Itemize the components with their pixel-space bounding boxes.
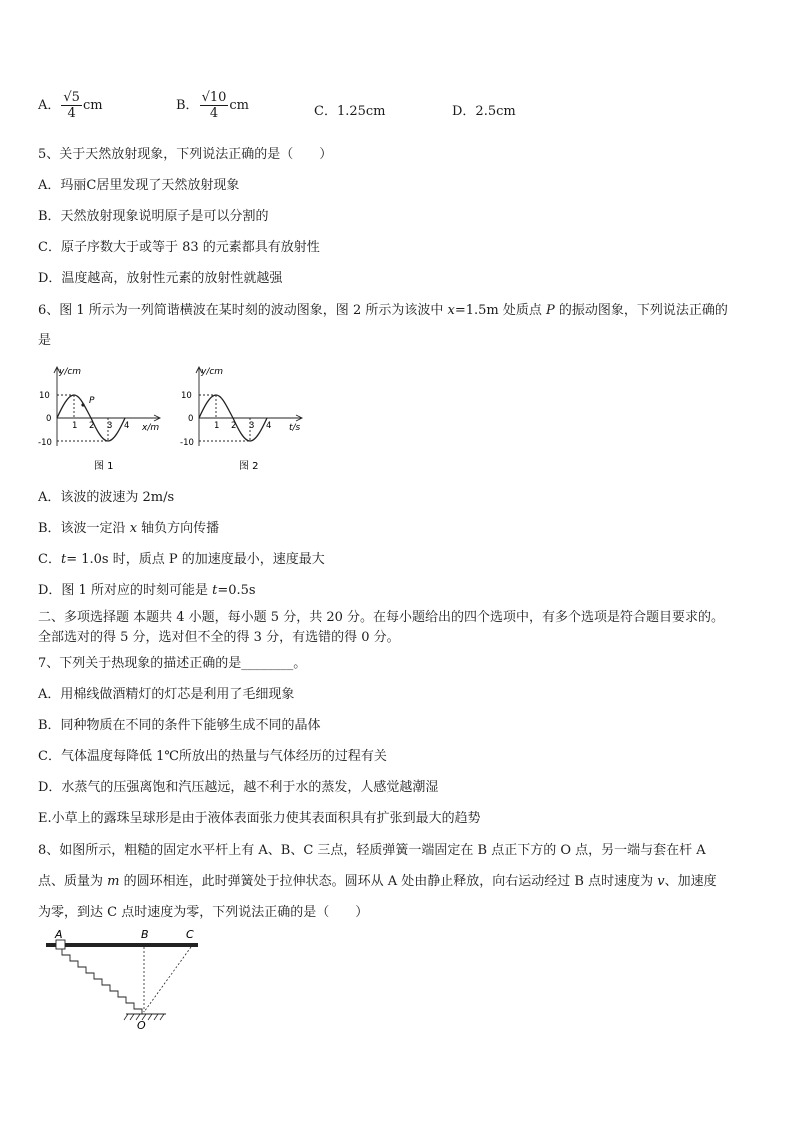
var-v: v: [657, 874, 665, 889]
t-tick-4: 4: [266, 421, 272, 431]
q7-option-c: C．气体温度每降低 1℃所放出的热量与气体经历的过程有关: [38, 749, 387, 764]
unit: cm: [82, 98, 103, 113]
y-tick-10: 10: [39, 391, 50, 401]
x-tick-3: 3: [107, 421, 113, 431]
option-label: B．: [176, 98, 199, 113]
q8-rod-spring-figure: [40, 926, 210, 1032]
q5-option-a: A．玛丽C居里发现了天然放射现象: [38, 178, 240, 193]
q5-option-d: D．温度越高，放射性元素的放射性就越强: [38, 271, 283, 286]
sqrt10-over-4-fraction: [200, 90, 229, 121]
x-axis-label: x/m: [142, 423, 160, 433]
section2-line1: 二、多项选择题 本题共 4 小题，每小题 5 分，共 20 分。在每小题给出的四个选项中，有多个选项是符合题目要求的。: [38, 610, 725, 625]
q8-stem-line3: 为零，到达 C 点时速度为零，下列说法正确的是（ ）: [38, 905, 369, 920]
q6-stem-line2: 是: [38, 333, 52, 348]
q4-option-d: D．2.5cm: [452, 104, 516, 119]
fraction-numerator: √10: [201, 90, 227, 105]
fraction-denominator: 4: [209, 106, 219, 121]
q6-option-a: A．该波的波速为 2m/s: [38, 490, 175, 505]
y-tick-neg10: -10: [38, 438, 52, 448]
var-x: x: [129, 521, 138, 536]
q7-stem: 7、下列关于热现象的描述正确的是________。: [38, 656, 307, 671]
figure-1-wave-graph: [36, 362, 171, 477]
section2-line2: 全部选对的得 5 分，选对但不全的得 3 分，有选错的得 0 分。: [38, 630, 400, 645]
text: 6、图 1 所示为一列简谐横波在某时刻的波动图象，图 2 所示为该波中: [38, 303, 448, 318]
q8-stem-line2: [38, 873, 717, 891]
t-tick-2: 2: [231, 421, 237, 431]
q7-option-b: B．同种物质在不同的条件下能够生成不同的晶体: [38, 718, 321, 733]
q5-stem: 5、关于天然放射现象，下列说法正确的是（ ）: [38, 147, 333, 162]
x-tick-1: 1: [72, 421, 78, 431]
dashed-line-co: [144, 947, 191, 1012]
text: 的圆环相连，此时弹簧处于拉伸状态。圆环从 A 处由静止释放，向右运动经过 B 点时速度为: [119, 874, 658, 889]
var-p: P: [546, 303, 555, 318]
y-tick-0: 0: [46, 414, 52, 424]
t-axis-label: t/s: [289, 423, 301, 433]
q4-option-a: [38, 90, 103, 121]
label-b: B: [141, 928, 149, 941]
q7-option-d: D．水蒸气的压强离饱和汽压越远，越不利于水的蒸发，人感觉越潮湿: [38, 780, 439, 795]
q8-stem-line1: 8、如图所示，粗糙的固定水平杆上有 A、B、C 三点，轻质弹簧一端固定在 B 点正下方的 O 点，另一端与套在杆 A: [38, 843, 706, 858]
y-tick-10: 10: [181, 391, 192, 401]
y-axis-label: y/cm: [59, 367, 82, 377]
text: C．: [38, 552, 61, 567]
x-tick-4: 4: [124, 421, 130, 431]
text: 的振动图象，下列说法正确的: [554, 303, 728, 318]
label-a: A: [55, 928, 63, 941]
text: =0.5s: [217, 583, 256, 598]
label-c: C: [186, 928, 194, 941]
figure-caption: 图 2: [239, 461, 259, 472]
q5-option-b: B．天然放射现象说明原子是可以分割的: [38, 209, 269, 224]
figure-caption: 图 1: [94, 461, 114, 472]
x-tick-2: 2: [89, 421, 95, 431]
q7-option-e: E.小草上的露珠呈球形是由于液体表面张力使其表面积具有扩张到最大的趋势: [38, 811, 481, 826]
text: 、加速度: [664, 874, 717, 889]
q7-option-a: A．用棉线做酒精灯的灯芯是利用了毛细现象: [38, 687, 295, 702]
q6-option-d: [38, 582, 256, 600]
q6-stem-line1: [38, 302, 728, 320]
var-t: t: [212, 583, 218, 598]
var-m: m: [107, 874, 120, 889]
figure-2-vibration-graph: [176, 362, 311, 477]
text: = 1.0s 时，质点 P 的加速度最小，速度最大: [66, 552, 325, 567]
point-p-label: P: [89, 396, 95, 406]
text: 轴负方向传播: [137, 521, 220, 536]
sqrt5-over-4-fraction: [61, 90, 82, 121]
q6-option-b: [38, 520, 219, 538]
text: 点、质量为: [38, 874, 108, 889]
unit: cm: [229, 98, 249, 113]
y-axis-label: y/cm: [201, 367, 224, 377]
text: =1.5m 处质点: [454, 303, 546, 318]
var-x: x: [447, 303, 455, 318]
q4-option-b: [176, 90, 249, 121]
text: D．图 1 所对应的时刻可能是: [38, 583, 213, 598]
var-t: t: [60, 552, 67, 567]
text: B．该波一定沿: [38, 521, 130, 536]
q5-option-c: C．原子序数大于或等于 83 的元素都具有放射性: [38, 240, 320, 255]
ring: [56, 940, 65, 949]
spring: [62, 949, 144, 1014]
fraction-numerator: √5: [63, 90, 80, 105]
horizontal-rod: [46, 943, 198, 947]
y-tick-neg10: -10: [180, 438, 194, 448]
q6-option-c: [38, 551, 325, 569]
point-p: [81, 403, 84, 406]
t-tick-3: 3: [249, 421, 255, 431]
label-o: O: [137, 1019, 146, 1032]
t-tick-1: 1: [214, 421, 220, 431]
fraction-denominator: 4: [67, 106, 76, 121]
y-tick-0: 0: [188, 414, 194, 424]
q4-option-c: C．1.25cm: [314, 104, 386, 119]
option-label: A．: [38, 98, 61, 113]
